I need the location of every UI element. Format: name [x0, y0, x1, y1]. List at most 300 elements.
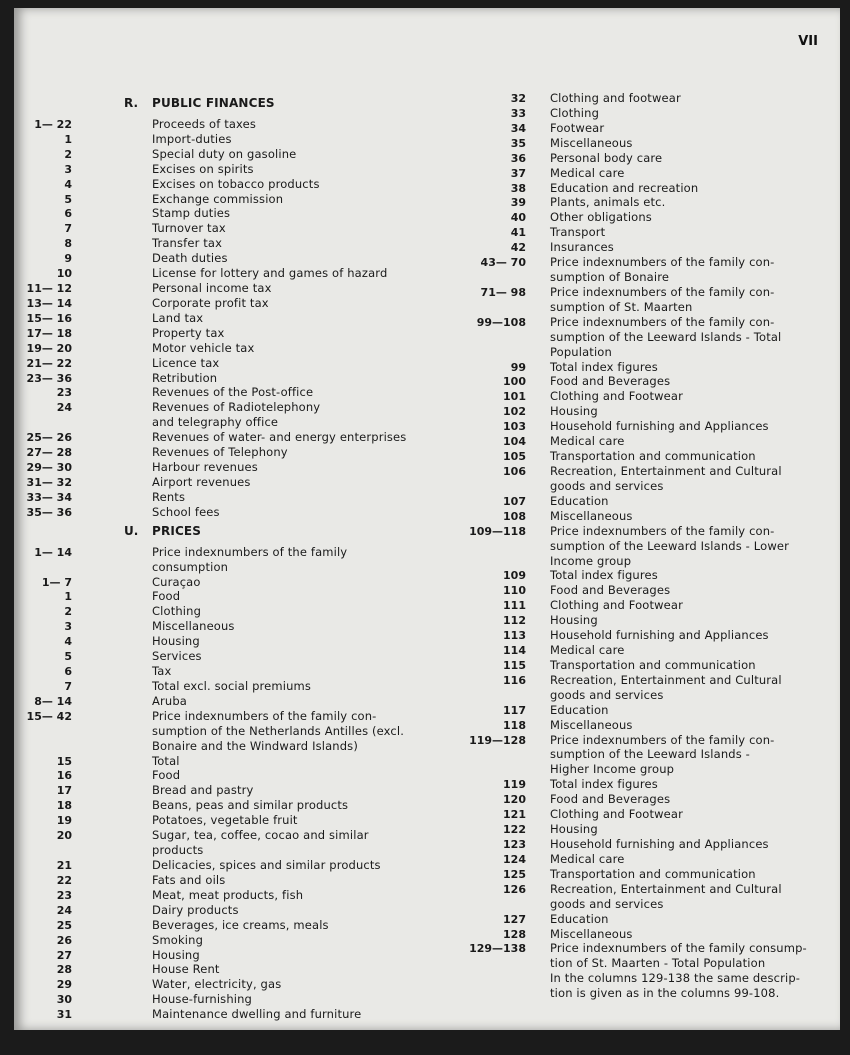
column-number: 5	[64, 192, 72, 206]
column-number: 41	[510, 226, 526, 240]
entry-text: sumption of the Leeward Islands -	[550, 747, 750, 762]
index-entry	[434, 613, 840, 628]
column-number: 22	[56, 873, 72, 887]
column-number: 99	[510, 360, 526, 374]
column-number: 15— 16	[26, 311, 72, 325]
entry-text: Revenues of water- and energy enterprises	[152, 430, 407, 445]
index-entry	[434, 777, 840, 792]
column-number: 13— 14	[26, 296, 72, 310]
column-number: 117	[503, 703, 526, 717]
entry-text: Price indexnumbers of the family con-	[550, 255, 775, 270]
index-entry	[434, 464, 840, 479]
page-number: VII	[798, 34, 818, 49]
entry-text: Excises on spirits	[152, 161, 254, 176]
index-entry	[14, 798, 424, 813]
entry-text: Bonaire and the Windward Islands)	[152, 738, 358, 753]
index-entry	[14, 385, 424, 400]
entry-text: Price indexnumbers of the family con-	[550, 732, 775, 747]
entry-text: Dairy products	[152, 902, 239, 917]
index-entry	[434, 479, 840, 494]
column-number: 28	[56, 963, 72, 977]
entry-text: Medical care	[550, 643, 625, 658]
entry-text: Proceeds of taxes	[152, 116, 257, 131]
entry-text: Licence tax	[152, 355, 220, 370]
column-number: 101	[503, 390, 526, 404]
index-entry	[434, 568, 840, 583]
column-number: 33	[510, 106, 526, 120]
entry-text: Education	[550, 493, 609, 508]
entry-text: Recreation, Entertainment and Cultural	[550, 464, 782, 478]
column-number: 123	[503, 838, 526, 851]
entry-text: In the columns 129-138 the same descrip-	[550, 971, 801, 986]
column-number: 110	[503, 584, 526, 598]
entry-text: Clothing	[152, 604, 202, 619]
entry-text: Income group	[550, 553, 632, 568]
entry-text: Revenues of Radiotelephony	[152, 400, 321, 415]
index-entry	[14, 709, 424, 724]
entry-text: Airport revenues	[152, 475, 251, 489]
entry-text: Services	[152, 649, 202, 664]
index-entry	[14, 664, 424, 679]
index-entry	[14, 619, 424, 634]
column-number: 126	[503, 882, 526, 896]
index-entry	[14, 475, 424, 490]
index-entry	[434, 718, 840, 733]
index-entry	[14, 977, 424, 992]
column-number: 8— 14	[34, 694, 72, 708]
column-number: 115	[503, 658, 526, 672]
index-entry	[14, 400, 424, 415]
column-number: 25	[56, 918, 72, 932]
entry-text: Tax	[152, 664, 172, 679]
entry-text: Price indexnumbers of the family con-	[550, 314, 775, 329]
entry-text: Household furnishing and Appliances	[550, 419, 769, 434]
index-entry	[434, 195, 840, 210]
entry-text: Miscellaneous	[550, 508, 633, 523]
entry-text: Clothing and Footwear	[550, 807, 683, 822]
column-number: 103	[503, 420, 526, 434]
entry-text: Motor vehicle tax	[152, 340, 255, 355]
index-entry	[434, 792, 840, 807]
index-entry	[14, 415, 424, 430]
entry-text: Total index figures	[550, 777, 658, 792]
column-number: 27— 28	[26, 446, 72, 460]
entry-text: goods and services	[550, 687, 664, 702]
entry-text: sumption of St. Maarten	[550, 299, 693, 314]
column-number: 5	[64, 650, 72, 664]
index-entry	[14, 147, 424, 162]
entry-text: Rents	[152, 489, 186, 504]
entry-text: Medical care	[550, 165, 625, 180]
index-entry	[14, 903, 424, 918]
column-number: 6	[64, 207, 72, 221]
index-entry	[14, 430, 424, 445]
column-number: 109—118	[469, 524, 526, 538]
column-number: 42	[510, 241, 526, 255]
entry-text: Miscellaneous	[550, 135, 633, 150]
entry-text: Price indexnumbers of the family consump-	[550, 941, 807, 956]
index-entry	[14, 724, 424, 739]
column-number: 19— 20	[26, 341, 72, 355]
index-entry	[434, 941, 840, 956]
column-number: 3	[64, 620, 72, 634]
entry-text: Personal body care	[550, 150, 663, 165]
column-number: 112	[503, 614, 526, 628]
column-number: 127	[503, 912, 526, 926]
entry-text: and telegraphy office	[152, 415, 279, 430]
column-number: 29— 30	[26, 461, 72, 475]
column-number: 119	[503, 778, 526, 792]
entry-text: Transportation and communication	[550, 449, 756, 464]
entry-text: Clothing and footwear	[550, 91, 681, 105]
index-entry	[14, 266, 424, 281]
index-entry	[434, 300, 840, 315]
column-number: 1	[64, 590, 72, 604]
entry-text: goods and services	[550, 478, 664, 493]
index-entry	[14, 694, 424, 709]
index-entry	[14, 634, 424, 649]
index-entry	[434, 270, 840, 285]
index-entry	[434, 494, 840, 509]
column-number: 27	[56, 948, 72, 962]
entry-text: Revenues of the Post-office	[152, 385, 314, 400]
column-number: 11— 12	[26, 282, 72, 296]
column-number: 1	[64, 132, 72, 146]
section-letter: U.	[124, 523, 139, 538]
entry-text: Clothing	[550, 105, 600, 120]
column-number: 29	[56, 978, 72, 992]
entry-text: sumption of the Netherlands Antilles (excl.	[152, 723, 405, 738]
index-entry	[434, 852, 840, 867]
index-entry	[14, 679, 424, 694]
column-number: 119—128	[469, 733, 526, 747]
index-entry	[434, 345, 840, 360]
entry-text: Household furnishing and Appliances	[550, 837, 769, 851]
entry-text: Education	[550, 702, 609, 717]
entry-text: Aruba	[152, 693, 187, 708]
entry-text: Housing	[550, 822, 598, 837]
column-number: 31— 32	[26, 476, 72, 489]
index-entry	[434, 837, 840, 852]
index-entry	[434, 449, 840, 464]
column-number: 2	[64, 605, 72, 619]
entry-text: Exchange commission	[152, 191, 284, 206]
entry-text: Curaçao	[152, 574, 201, 589]
index-entry	[14, 326, 424, 341]
index-entry	[14, 206, 424, 221]
index-entry	[434, 389, 840, 404]
entry-text: Retribution	[152, 370, 218, 385]
column-number: 128	[503, 927, 526, 941]
index-entry	[14, 873, 424, 888]
index-entry	[434, 315, 840, 330]
section-heading	[14, 96, 424, 111]
column-number: 122	[503, 823, 526, 837]
entry-text: Potatoes, vegetable fruit	[152, 813, 298, 828]
index-entry	[434, 151, 840, 166]
column-number: 24	[56, 903, 72, 917]
entry-text: Excises on tobacco products	[152, 176, 320, 191]
entry-text: sumption of the Leeward Islands - Total	[550, 329, 782, 344]
column-number: 125	[503, 867, 526, 881]
entry-text: Housing	[550, 404, 598, 419]
index-entry	[14, 192, 424, 207]
column-number: 34	[510, 121, 526, 135]
index-entry	[14, 888, 424, 903]
column-number: 99—108	[476, 315, 526, 329]
index-entry	[14, 843, 424, 858]
entry-text: Corporate profit tax	[152, 295, 269, 310]
index-entry	[434, 807, 840, 822]
column-number: 21	[56, 859, 72, 872]
index-entry	[434, 822, 840, 837]
entry-text: Other obligations	[550, 210, 652, 225]
index-entry	[14, 589, 424, 604]
index-entry	[434, 255, 840, 270]
column-number: 1— 7	[41, 575, 72, 589]
entry-text: Housing	[550, 613, 598, 628]
entry-text: Food and Beverages	[550, 792, 671, 807]
index-entry	[434, 897, 840, 912]
entry-text: products	[152, 843, 204, 858]
entry-text: sumption of the Leeward Islands - Lower	[550, 538, 789, 553]
column-number: 17— 18	[26, 326, 72, 340]
index-entry	[14, 281, 424, 296]
column-number: 21— 22	[26, 356, 72, 370]
index-entry	[434, 136, 840, 151]
column-number: 40	[510, 211, 526, 225]
entry-text: Household furnishing and Appliances	[550, 628, 769, 643]
index-entry	[14, 545, 424, 560]
entry-text: Transportation and communication	[550, 866, 756, 881]
entry-text: Medical care	[550, 851, 625, 866]
entry-text: Delicacies, spices and similar products	[152, 858, 381, 872]
entry-text: Price indexnumbers of the family con-	[550, 284, 775, 299]
index-entry	[434, 419, 840, 434]
entry-text: Food	[152, 589, 181, 604]
entry-text: Education	[550, 911, 609, 926]
entry-text: Transfer tax	[152, 236, 223, 251]
index-entry	[14, 251, 424, 266]
entry-text: Property tax	[152, 325, 225, 340]
entry-text: Price indexnumbers of the family con-	[550, 523, 775, 538]
index-entry	[434, 404, 840, 419]
index-entry	[14, 1007, 424, 1022]
column-number: 16	[56, 769, 72, 783]
entry-text: Miscellaneous	[550, 926, 633, 941]
index-entry	[434, 658, 840, 673]
entry-text: Beverages, ice creams, meals	[152, 917, 329, 932]
index-entry	[14, 560, 424, 575]
entry-text: Medical care	[550, 434, 625, 449]
entry-text: Clothing and Footwear	[550, 389, 683, 404]
index-entry	[434, 181, 840, 196]
entry-text: Miscellaneous	[550, 717, 633, 732]
entry-text: Housing	[152, 634, 200, 649]
column-number: 1— 22	[34, 117, 72, 131]
index-entry	[434, 628, 840, 643]
entry-text: Total excl. social premiums	[152, 678, 312, 693]
column-number: 20	[56, 829, 72, 843]
column-number: 26	[56, 933, 72, 947]
index-entry	[434, 240, 840, 255]
entry-text: Plants, animals etc.	[550, 195, 666, 210]
index-entry	[434, 643, 840, 658]
index-entry	[14, 296, 424, 311]
index-entry	[434, 912, 840, 927]
index-entry	[434, 583, 840, 598]
index-entry	[14, 117, 424, 132]
entry-text: Water, electricity, gas	[152, 977, 282, 992]
entry-text: Population	[550, 344, 612, 359]
index-entry	[14, 177, 424, 192]
index-entry	[434, 106, 840, 121]
entry-text: Food and Beverages	[550, 583, 671, 598]
entry-text: Bread and pastry	[152, 783, 254, 798]
column-number: 7	[64, 222, 72, 236]
entry-text: Maintenance dwelling and furniture	[152, 1007, 362, 1022]
entry-text: Price indexnumbers of the family	[152, 544, 348, 559]
column-number: 36	[510, 151, 526, 165]
index-entry	[434, 598, 840, 613]
entry-text: School fees	[152, 504, 220, 519]
index-entry	[14, 505, 424, 520]
column-number: 109	[503, 569, 526, 583]
index-entry	[434, 509, 840, 524]
entry-text: Death duties	[152, 251, 228, 266]
entry-text: Sugar, tea, coffee, cocao and similar	[152, 828, 369, 843]
column-number: 106	[503, 465, 526, 478]
section-title: PRICES	[152, 523, 202, 538]
entry-text: Total index figures	[550, 359, 658, 374]
entry-text: Fats and oils	[152, 872, 226, 887]
index-entry	[434, 762, 840, 777]
column-number: 107	[503, 494, 526, 508]
column-number: 23— 36	[26, 371, 72, 385]
index-entry	[14, 236, 424, 251]
column-number: 32	[510, 92, 526, 105]
entry-text: Transportation and communication	[550, 657, 756, 672]
column-number: 114	[503, 644, 526, 658]
index-entry	[434, 971, 840, 986]
column-number: 108	[503, 509, 526, 523]
document-page	[14, 8, 840, 1030]
column-number: 3	[64, 162, 72, 176]
entry-text: Total index figures	[550, 568, 658, 583]
entry-text: Meat, meat products, fish	[152, 887, 304, 902]
entry-text: House-furnishing	[152, 992, 252, 1007]
index-entry	[14, 604, 424, 619]
column-number: 23	[56, 888, 72, 902]
column-number: 18	[56, 799, 72, 813]
index-entry	[14, 933, 424, 948]
entry-text: Beans, peas and similar products	[152, 798, 349, 813]
entry-text: Smoking	[152, 932, 204, 947]
index-entry	[14, 768, 424, 783]
column-number: 104	[503, 435, 526, 449]
column-number: 37	[510, 166, 526, 180]
column-number: 39	[510, 196, 526, 210]
index-entry	[434, 166, 840, 181]
index-entry	[434, 927, 840, 942]
section-title: PUBLIC FINANCES	[152, 96, 275, 110]
column-number: 24	[56, 401, 72, 415]
entry-text: Special duty on gasoline	[152, 146, 297, 161]
index-entry	[434, 434, 840, 449]
column-number: 113	[503, 629, 526, 643]
index-entry	[14, 221, 424, 236]
entry-text: Harbour revenues	[152, 460, 258, 475]
entry-text: Total	[152, 753, 180, 768]
index-entry	[434, 703, 840, 718]
column-number: 111	[503, 599, 526, 613]
index-entry	[434, 91, 840, 106]
index-entry	[14, 918, 424, 933]
column-number: 120	[503, 793, 526, 807]
entry-text: Price indexnumbers of the family con-	[152, 708, 377, 723]
index-entry	[14, 948, 424, 963]
index-entry	[434, 210, 840, 225]
column-number: 7	[64, 679, 72, 693]
entry-text: Higher Income group	[550, 762, 675, 777]
section-letter: R.	[124, 96, 139, 110]
entry-text: Land tax	[152, 310, 204, 325]
entry-text: Turnover tax	[152, 221, 226, 236]
index-entry	[434, 733, 840, 748]
entry-text: Footwear	[550, 120, 605, 135]
column-number: 1— 14	[34, 545, 72, 559]
column-number: 15— 42	[26, 709, 72, 723]
column-number: 4	[64, 177, 72, 191]
entry-text: tion of St. Maarten - Total Population	[550, 956, 766, 971]
column-number: 105	[503, 450, 526, 464]
index-entry	[14, 754, 424, 769]
column-number: 2	[64, 147, 72, 161]
column-number: 15	[56, 754, 72, 768]
column-number: 71— 98	[480, 285, 526, 299]
index-entry	[14, 962, 424, 977]
entry-text: tion is given as in the columns 99-108.	[550, 986, 780, 1001]
entry-text: Insurances	[550, 240, 614, 255]
column-number: 25— 26	[26, 431, 72, 445]
column-number: 31	[56, 1008, 72, 1022]
entry-text: Miscellaneous	[152, 619, 235, 634]
entry-text: Recreation, Entertainment and Cultural	[550, 881, 782, 896]
entry-text: Personal income tax	[152, 281, 272, 296]
index-entry	[434, 330, 840, 345]
entry-text: Transport	[550, 225, 606, 240]
index-entry	[434, 882, 840, 897]
column-number: 23	[56, 386, 72, 400]
entry-text: Food	[152, 768, 181, 783]
entry-text: Stamp duties	[152, 206, 231, 221]
column-number: 30	[56, 993, 72, 1007]
column-number: 19	[56, 814, 72, 828]
index-entry	[14, 162, 424, 177]
index-entry	[14, 992, 424, 1007]
index-entry	[434, 524, 840, 539]
column-number: 102	[503, 405, 526, 419]
column-number: 33— 34	[26, 490, 72, 504]
index-entry	[14, 445, 424, 460]
entry-text: Recreation, Entertainment and Cultural	[550, 672, 782, 687]
index-entry	[14, 356, 424, 371]
index-entry	[14, 649, 424, 664]
index-entry	[434, 673, 840, 688]
index-entry	[434, 747, 840, 762]
index-entry	[434, 360, 840, 375]
entry-text: Housing	[152, 947, 200, 962]
